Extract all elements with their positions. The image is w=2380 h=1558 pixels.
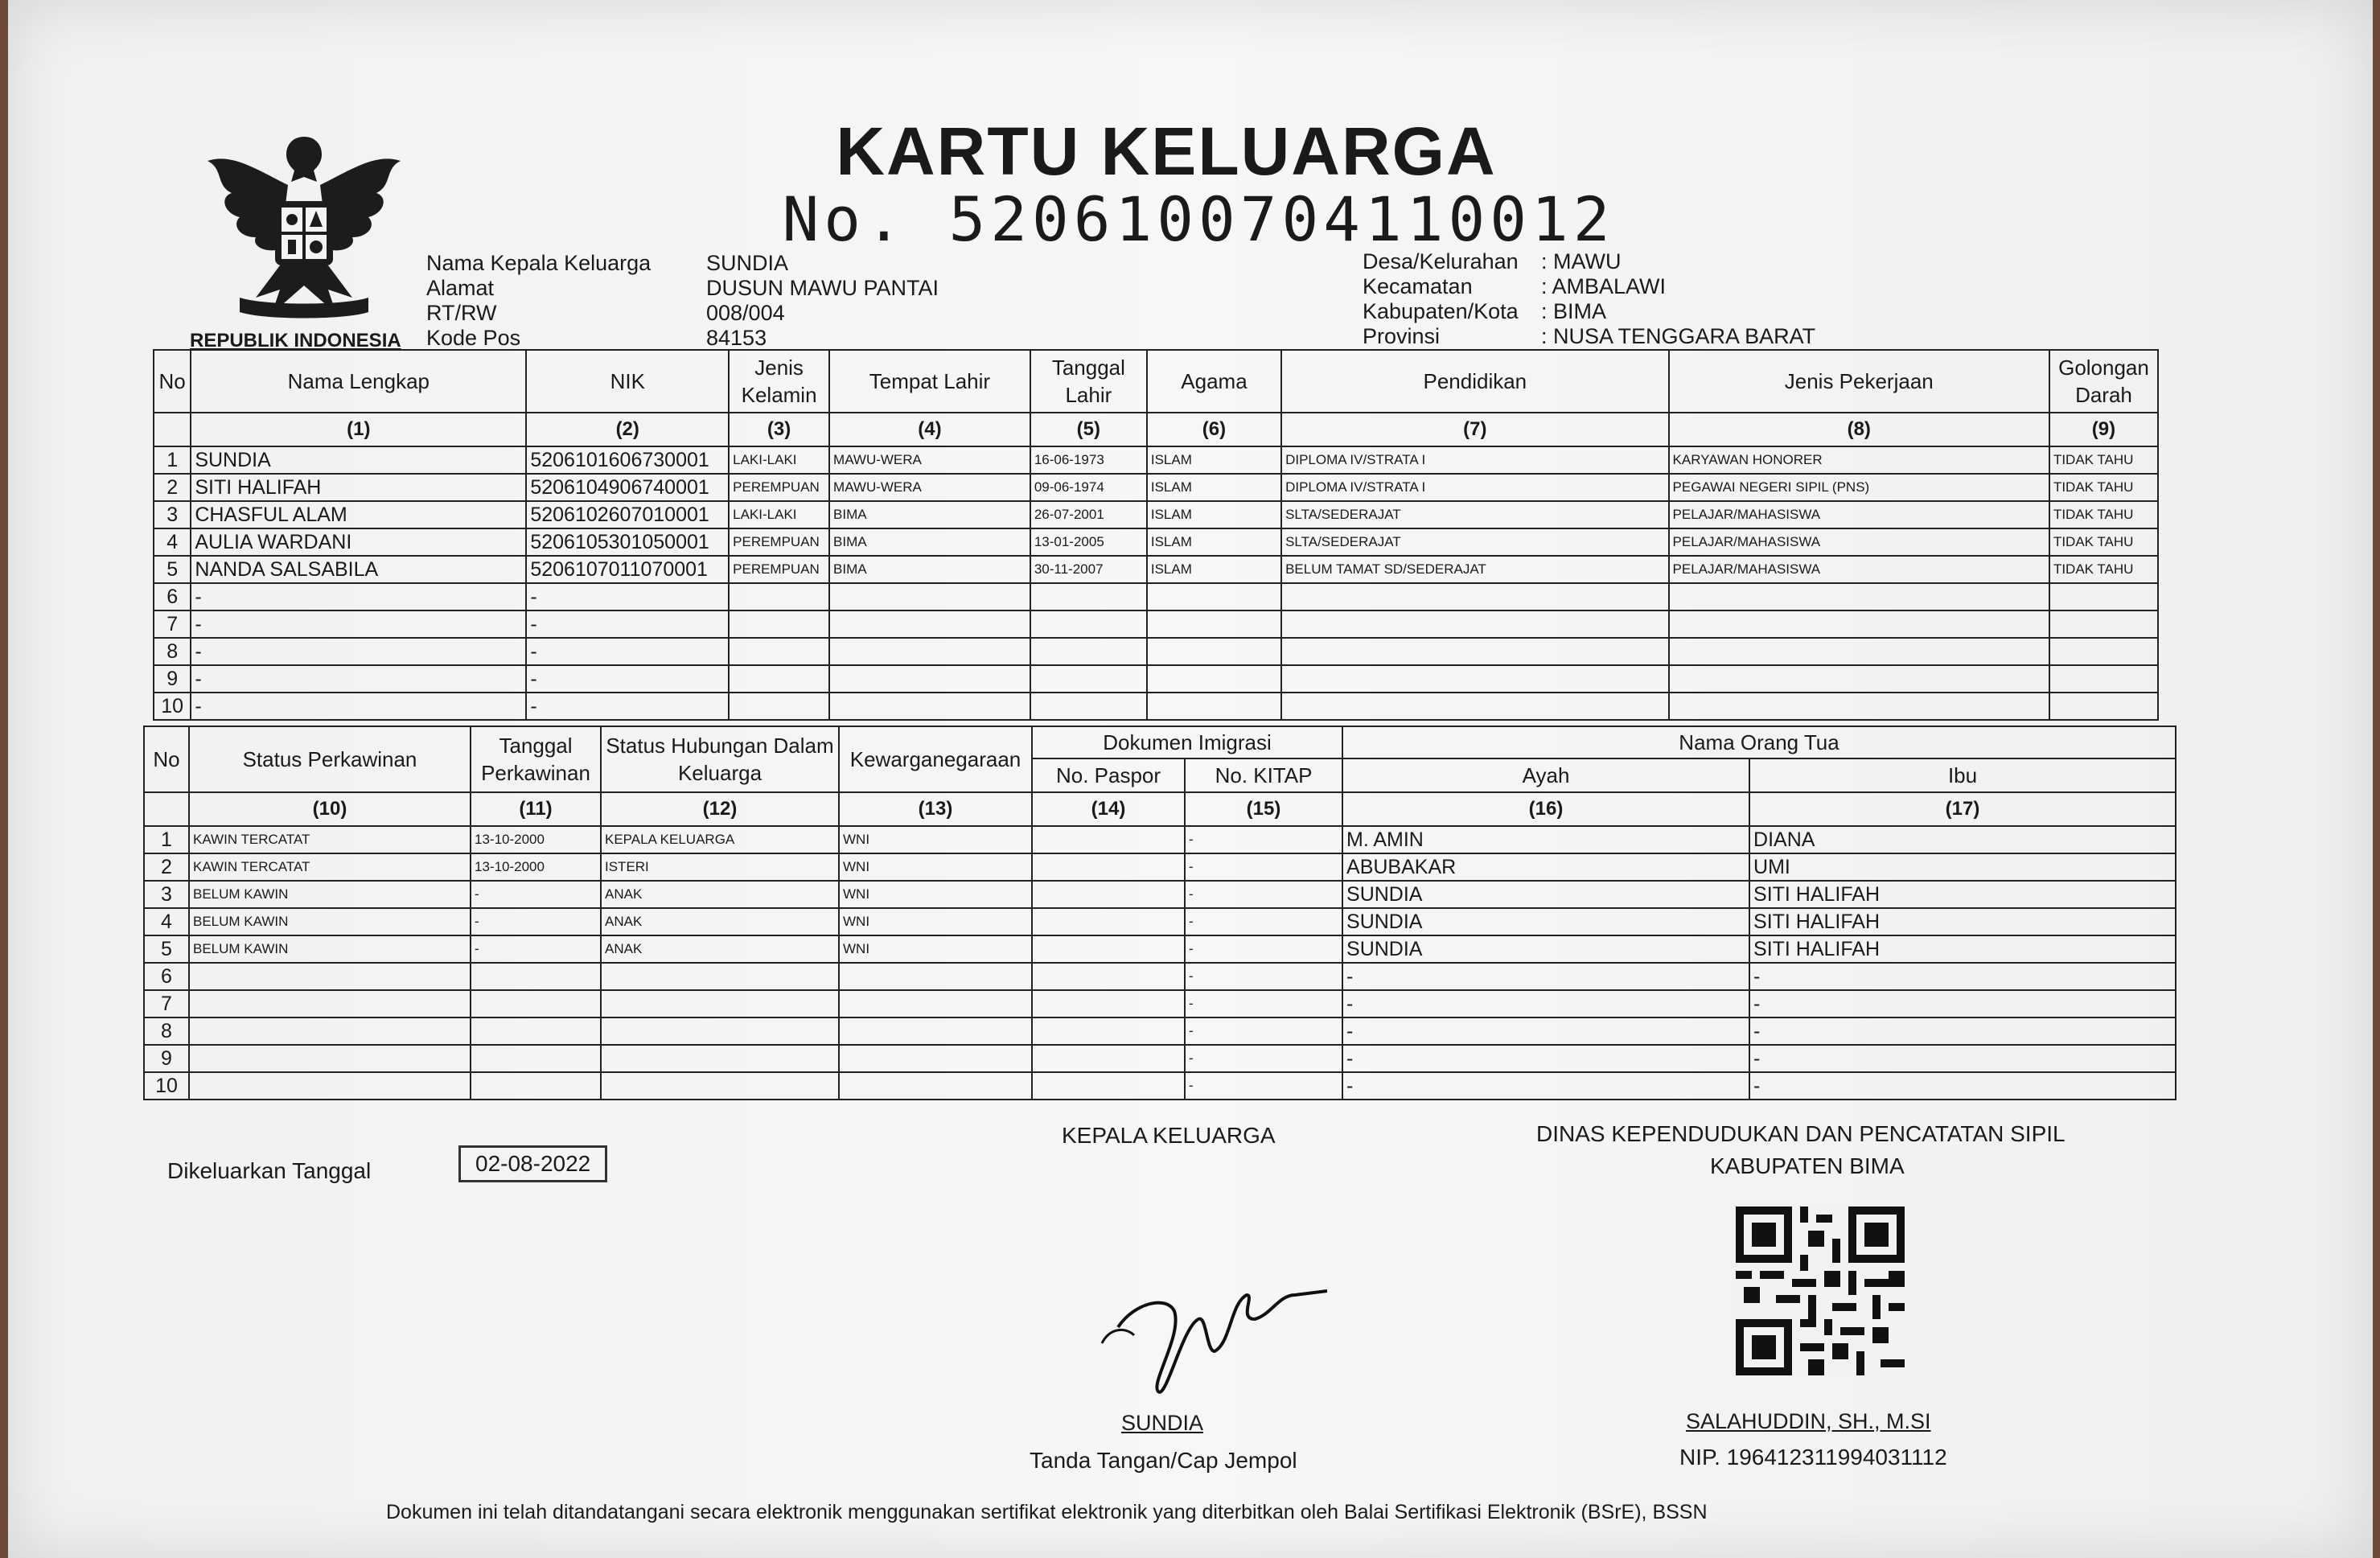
pendidikan-cell: SLTA/SEDERAJAT bbox=[1281, 501, 1668, 528]
header-label-provinsi: Provinsi bbox=[1363, 324, 1441, 348]
status-hubungan-cell bbox=[601, 1072, 839, 1100]
nama-ibu-cell: SITI HALIFAH bbox=[1749, 908, 2176, 935]
nama-lengkap-cell: - bbox=[191, 638, 526, 665]
tanggal-perkawinan-cell: - bbox=[471, 908, 601, 935]
kewarganegaraan-cell bbox=[839, 963, 1032, 990]
table-row bbox=[144, 990, 2176, 1017]
tanggal-perkawinan-cell: 13-10-2000 bbox=[471, 826, 601, 853]
nama-lengkap-cell: - bbox=[191, 665, 526, 693]
kewarganegaraan-cell: WNI bbox=[839, 881, 1032, 908]
tempat-lahir-cell: BIMA bbox=[829, 501, 1030, 528]
document-paper bbox=[8, 0, 2373, 1558]
colnum-14: (14) bbox=[1032, 792, 1185, 826]
colnum-1: (1) bbox=[191, 413, 526, 446]
table-row bbox=[154, 693, 2158, 720]
colnum-11: (11) bbox=[471, 792, 601, 826]
pekerjaan-cell bbox=[1669, 610, 2049, 638]
golongan-darah-cell bbox=[2049, 638, 2158, 665]
nama-ibu-cell: - bbox=[1749, 1017, 2176, 1045]
status-hubungan-cell bbox=[601, 963, 839, 990]
golongan-darah-cell bbox=[2049, 665, 2158, 693]
agama-cell: ISLAM bbox=[1147, 556, 1281, 583]
table-row bbox=[144, 881, 2176, 908]
nik-cell: - bbox=[526, 693, 729, 720]
emblem-caption: REPUBLIK INDONESIA bbox=[190, 330, 401, 351]
nama-ibu-cell: - bbox=[1749, 990, 2176, 1017]
row-no: 5 bbox=[154, 556, 191, 583]
golongan-darah-cell: TIDAK TAHU bbox=[2049, 446, 2158, 474]
nik-cell: 5206104906740001 bbox=[526, 474, 729, 501]
jenis-kelamin-cell: LAKI-LAKI bbox=[729, 501, 829, 528]
nama-ayah-cell: SUNDIA bbox=[1342, 881, 1749, 908]
tanggal-lahir-cell: 30-11-2007 bbox=[1030, 556, 1147, 583]
tempat-lahir-cell: MAWU-WERA bbox=[829, 474, 1030, 501]
row-no: 7 bbox=[144, 990, 189, 1017]
colnum-16: (16) bbox=[1342, 792, 1749, 826]
signature-image bbox=[1086, 1271, 1343, 1400]
status-hubungan-cell bbox=[601, 1017, 839, 1045]
pendidikan-cell bbox=[1281, 610, 1668, 638]
col-header-no: No bbox=[154, 350, 191, 413]
table-row bbox=[154, 665, 2158, 693]
nama-lengkap-cell: - bbox=[191, 583, 526, 610]
status-hubungan-cell bbox=[601, 990, 839, 1017]
no-paspor-cell bbox=[1032, 853, 1185, 881]
no-paspor-cell bbox=[1032, 881, 1185, 908]
no-paspor-cell bbox=[1032, 1017, 1185, 1045]
no-kitap-cell: - bbox=[1185, 881, 1342, 908]
agama-cell: ISLAM bbox=[1147, 474, 1281, 501]
colnum-4: (4) bbox=[829, 413, 1030, 446]
nama-ayah-cell: - bbox=[1342, 1072, 1749, 1100]
jenis-kelamin-cell: PEREMPUAN bbox=[729, 528, 829, 556]
table-row bbox=[154, 556, 2158, 583]
official-name: SALAHUDDIN, SH., M.SI bbox=[1686, 1409, 1931, 1433]
tanggal-lahir-cell bbox=[1030, 610, 1147, 638]
col-header-nama-orang-tua: Nama Orang Tua bbox=[1342, 726, 2176, 758]
status-hubungan-cell: ISTERI bbox=[601, 853, 839, 881]
garuda-emblem-icon bbox=[191, 121, 417, 338]
table-row bbox=[144, 1017, 2176, 1045]
no-kitap-cell: - bbox=[1185, 935, 1342, 963]
status-hubungan-cell: KEPALA KELUARGA bbox=[601, 826, 839, 853]
pendidikan-cell: SLTA/SEDERAJAT bbox=[1281, 528, 1668, 556]
tanggal-lahir-cell bbox=[1030, 665, 1147, 693]
tanggal-lahir-cell bbox=[1030, 583, 1147, 610]
header-label-rtrw: RT/RW bbox=[426, 301, 497, 325]
jenis-kelamin-cell bbox=[729, 665, 829, 693]
row-no: 9 bbox=[154, 665, 191, 693]
tempat-lahir-cell bbox=[829, 665, 1030, 693]
jenis-kelamin-cell bbox=[729, 638, 829, 665]
colnum-blank bbox=[154, 413, 191, 446]
no-kitap-cell: - bbox=[1185, 990, 1342, 1017]
pekerjaan-cell: PELAJAR/MAHASISWA bbox=[1669, 501, 2049, 528]
kewarganegaraan-cell: WNI bbox=[839, 908, 1032, 935]
table-row bbox=[144, 908, 2176, 935]
nama-lengkap-cell: SITI HALIFAH bbox=[191, 474, 526, 501]
col-header-no-kitap: No. KITAP bbox=[1185, 758, 1342, 792]
nik-cell: - bbox=[526, 638, 729, 665]
golongan-darah-cell: TIDAK TAHU bbox=[2049, 474, 2158, 501]
nama-ibu-cell: - bbox=[1749, 1045, 2176, 1072]
tanggal-perkawinan-cell bbox=[471, 963, 601, 990]
col-header-pendidikan: Pendidikan bbox=[1281, 350, 1668, 413]
status-hubungan-cell: ANAK bbox=[601, 935, 839, 963]
pekerjaan-cell bbox=[1669, 583, 2049, 610]
tempat-lahir-cell bbox=[829, 583, 1030, 610]
row-no: 3 bbox=[154, 501, 191, 528]
issued-date: 02-08-2022 bbox=[458, 1145, 607, 1182]
no-kitap-cell: - bbox=[1185, 908, 1342, 935]
colnum-blank-2 bbox=[144, 792, 189, 826]
kewarganegaraan-cell bbox=[839, 990, 1032, 1017]
nama-ibu-cell: DIANA bbox=[1749, 826, 2176, 853]
header-label-kecamatan: Kecamatan bbox=[1363, 274, 1473, 298]
family-status-table bbox=[143, 726, 2177, 1100]
nama-ayah-cell: M. AMIN bbox=[1342, 826, 1749, 853]
header-value-kecamatan: : AMBALAWI bbox=[1541, 274, 1667, 298]
status-perkawinan-cell bbox=[189, 1045, 471, 1072]
agama-cell: ISLAM bbox=[1147, 501, 1281, 528]
no-paspor-cell bbox=[1032, 963, 1185, 990]
row-no: 1 bbox=[154, 446, 191, 474]
status-perkawinan-cell: BELUM KAWIN bbox=[189, 908, 471, 935]
kewarganegaraan-cell: WNI bbox=[839, 826, 1032, 853]
col-header-golongan-darah: Golongan Darah bbox=[2049, 350, 2158, 413]
kewarganegaraan-cell bbox=[839, 1045, 1032, 1072]
header-label-desa: Desa/Kelurahan bbox=[1363, 249, 1519, 273]
jenis-kelamin-cell: PEREMPUAN bbox=[729, 556, 829, 583]
qr-code-icon bbox=[1736, 1207, 1905, 1375]
status-perkawinan-cell: BELUM KAWIN bbox=[189, 935, 471, 963]
dinas-line-2: KABUPATEN BIMA bbox=[1710, 1153, 1905, 1178]
agama-cell: ISLAM bbox=[1147, 528, 1281, 556]
table-row bbox=[144, 1045, 2176, 1072]
nik-cell: - bbox=[526, 583, 729, 610]
col-header-no-paspor: No. Paspor bbox=[1032, 758, 1185, 792]
nama-ayah-cell: SUNDIA bbox=[1342, 908, 1749, 935]
nama-ayah-cell: - bbox=[1342, 1017, 1749, 1045]
colnum-9: (9) bbox=[2049, 413, 2158, 446]
nama-ayah-cell: - bbox=[1342, 1045, 1749, 1072]
pendidikan-cell bbox=[1281, 665, 1668, 693]
row-no: 2 bbox=[144, 853, 189, 881]
nik-cell: 5206107011070001 bbox=[526, 556, 729, 583]
table-row bbox=[154, 610, 2158, 638]
row-no: 8 bbox=[144, 1017, 189, 1045]
tempat-lahir-cell: BIMA bbox=[829, 556, 1030, 583]
agama-cell bbox=[1147, 665, 1281, 693]
nama-lengkap-cell: CHASFUL ALAM bbox=[191, 501, 526, 528]
family-members-body bbox=[154, 446, 2158, 720]
electronic-signature-disclaimer: Dokumen ini telah ditandatangani secara elektronik menggunakan sertifikat elektronik yang diterbitkan oleh Balai Sertifikasi Elektronik (BSrE), BSSN bbox=[386, 1501, 1708, 1523]
pendidikan-cell bbox=[1281, 638, 1668, 665]
row-no: 7 bbox=[154, 610, 191, 638]
header-label-kodepos: Kode Pos bbox=[426, 326, 521, 350]
row-no: 6 bbox=[154, 583, 191, 610]
no-paspor-cell bbox=[1032, 908, 1185, 935]
nik-cell: - bbox=[526, 665, 729, 693]
nama-ayah-cell: ABUBAKAR bbox=[1342, 853, 1749, 881]
tanggal-perkawinan-cell bbox=[471, 990, 601, 1017]
col-header-status-hubungan: Status Hubungan Dalam Keluarga bbox=[601, 726, 839, 792]
status-hubungan-cell: ANAK bbox=[601, 881, 839, 908]
pekerjaan-cell: PELAJAR/MAHASISWA bbox=[1669, 556, 2049, 583]
pekerjaan-cell bbox=[1669, 665, 2049, 693]
status-hubungan-cell bbox=[601, 1045, 839, 1072]
col-header-tanggal-lahir: Tanggal Lahir bbox=[1030, 350, 1147, 413]
col-header-ayah: Ayah bbox=[1342, 758, 1749, 792]
nama-ibu-cell: - bbox=[1749, 1072, 2176, 1100]
pendidikan-cell: DIPLOMA IV/STRATA I bbox=[1281, 446, 1668, 474]
status-perkawinan-cell: BELUM KAWIN bbox=[189, 881, 471, 908]
row-no: 4 bbox=[154, 528, 191, 556]
col-header-agama: Agama bbox=[1147, 350, 1281, 413]
header-value-desa: : MAWU bbox=[1541, 249, 1622, 273]
pekerjaan-cell bbox=[1669, 693, 2049, 720]
tanggal-perkawinan-cell: - bbox=[471, 935, 601, 963]
agama-cell: ISLAM bbox=[1147, 446, 1281, 474]
colnum-3: (3) bbox=[729, 413, 829, 446]
no-kitap-cell: - bbox=[1185, 1045, 1342, 1072]
table-row bbox=[144, 1072, 2176, 1100]
colnum-17: (17) bbox=[1749, 792, 2176, 826]
col-header-tempat-lahir: Tempat Lahir bbox=[829, 350, 1030, 413]
header-label-kepala: Nama Kepala Keluarga bbox=[426, 251, 652, 275]
col-header-nama: Nama Lengkap bbox=[191, 350, 526, 413]
row-no: 8 bbox=[154, 638, 191, 665]
no-paspor-cell bbox=[1032, 1045, 1185, 1072]
col-header-no-2: No bbox=[144, 726, 189, 792]
colnum-2: (2) bbox=[526, 413, 729, 446]
pekerjaan-cell: KARYAWAN HONORER bbox=[1669, 446, 2049, 474]
tempat-lahir-cell bbox=[829, 610, 1030, 638]
colnum-7: (7) bbox=[1281, 413, 1668, 446]
tanggal-perkawinan-cell: 13-10-2000 bbox=[471, 853, 601, 881]
table-row bbox=[144, 963, 2176, 990]
col-header-status-perkawinan: Status Perkawinan bbox=[189, 726, 471, 792]
col-header-jenis-kelamin: Jenis Kelamin bbox=[729, 350, 829, 413]
row-no: 6 bbox=[144, 963, 189, 990]
tanggal-perkawinan-cell bbox=[471, 1072, 601, 1100]
row-no: 10 bbox=[144, 1072, 189, 1100]
row-no: 1 bbox=[144, 826, 189, 853]
pendidikan-cell bbox=[1281, 693, 1668, 720]
agama-cell bbox=[1147, 638, 1281, 665]
tempat-lahir-cell: MAWU-WERA bbox=[829, 446, 1030, 474]
kepala-keluarga-name: SUNDIA bbox=[1121, 1411, 1204, 1435]
kewarganegaraan-cell bbox=[839, 1017, 1032, 1045]
colnum-8: (8) bbox=[1669, 413, 2049, 446]
jenis-kelamin-cell: LAKI-LAKI bbox=[729, 446, 829, 474]
tanggal-lahir-cell: 13-01-2005 bbox=[1030, 528, 1147, 556]
no-paspor-cell bbox=[1032, 935, 1185, 963]
no-kitap-cell: - bbox=[1185, 1072, 1342, 1100]
no-kitap-cell: - bbox=[1185, 853, 1342, 881]
status-perkawinan-cell bbox=[189, 990, 471, 1017]
pekerjaan-cell: PELAJAR/MAHASISWA bbox=[1669, 528, 2049, 556]
golongan-darah-cell bbox=[2049, 693, 2158, 720]
nama-lengkap-cell: SUNDIA bbox=[191, 446, 526, 474]
table-row bbox=[154, 446, 2158, 474]
row-no: 2 bbox=[154, 474, 191, 501]
colnum-5: (5) bbox=[1030, 413, 1147, 446]
col-header-ibu: Ibu bbox=[1749, 758, 2176, 792]
table-row bbox=[144, 853, 2176, 881]
no-paspor-cell bbox=[1032, 1072, 1185, 1100]
table-row bbox=[154, 501, 2158, 528]
status-perkawinan-cell bbox=[189, 1017, 471, 1045]
nama-ibu-cell: SITI HALIFAH bbox=[1749, 935, 2176, 963]
colnum-15: (15) bbox=[1185, 792, 1342, 826]
nama-ayah-cell: SUNDIA bbox=[1342, 935, 1749, 963]
table-row bbox=[144, 826, 2176, 853]
tempat-lahir-cell: BIMA bbox=[829, 528, 1030, 556]
golongan-darah-cell: TIDAK TAHU bbox=[2049, 501, 2158, 528]
tanggal-perkawinan-cell bbox=[471, 1017, 601, 1045]
issued-label: Dikeluarkan Tanggal bbox=[167, 1158, 372, 1183]
no-kitap-cell: - bbox=[1185, 1017, 1342, 1045]
nama-ibu-cell: SITI HALIFAH bbox=[1749, 881, 2176, 908]
tanggal-perkawinan-cell: - bbox=[471, 881, 601, 908]
nama-ibu-cell: UMI bbox=[1749, 853, 2176, 881]
pendidikan-cell bbox=[1281, 583, 1668, 610]
tanggal-lahir-cell bbox=[1030, 638, 1147, 665]
kewarganegaraan-cell: WNI bbox=[839, 935, 1032, 963]
header-value-kepala: SUNDIA bbox=[706, 251, 789, 275]
no-kitap-cell: - bbox=[1185, 963, 1342, 990]
col-header-kewarganegaraan: Kewarganegaraan bbox=[839, 726, 1032, 792]
tanggal-lahir-cell: 09-06-1974 bbox=[1030, 474, 1147, 501]
nama-lengkap-cell: AULIA WARDANI bbox=[191, 528, 526, 556]
tanggal-lahir-cell bbox=[1030, 693, 1147, 720]
pendidikan-cell: DIPLOMA IV/STRATA I bbox=[1281, 474, 1668, 501]
nik-cell: 5206102607010001 bbox=[526, 501, 729, 528]
table-row bbox=[154, 583, 2158, 610]
tanggal-lahir-cell: 26-07-2001 bbox=[1030, 501, 1147, 528]
table-row bbox=[154, 474, 2158, 501]
table-row bbox=[154, 528, 2158, 556]
col-header-tanggal-perkawinan: Tanggal Perkawinan bbox=[471, 726, 601, 792]
tanggal-lahir-cell: 16-06-1973 bbox=[1030, 446, 1147, 474]
kewarganegaraan-cell: WNI bbox=[839, 853, 1032, 881]
agama-cell bbox=[1147, 693, 1281, 720]
status-perkawinan-cell bbox=[189, 963, 471, 990]
nama-ayah-cell: - bbox=[1342, 963, 1749, 990]
kepala-keluarga-caption: Tanda Tangan/Cap Jempol bbox=[1030, 1448, 1297, 1473]
col-header-pekerjaan: Jenis Pekerjaan bbox=[1669, 350, 2049, 413]
header-value-kodepos: 84153 bbox=[706, 326, 767, 350]
jenis-kelamin-cell: PEREMPUAN bbox=[729, 474, 829, 501]
nik-cell: 5206101606730001 bbox=[526, 446, 729, 474]
document-number: No. 5206100704110012 bbox=[782, 183, 1615, 255]
row-no: 5 bbox=[144, 935, 189, 963]
header-label-alamat: Alamat bbox=[426, 276, 495, 300]
nama-ayah-cell: - bbox=[1342, 990, 1749, 1017]
table-row bbox=[144, 935, 2176, 963]
status-perkawinan-cell: KAWIN TERCATAT bbox=[189, 853, 471, 881]
header-label-kabupaten: Kabupaten/Kota bbox=[1363, 299, 1519, 323]
nama-lengkap-cell: NANDA SALSABILA bbox=[191, 556, 526, 583]
row-no: 9 bbox=[144, 1045, 189, 1072]
jenis-kelamin-cell bbox=[729, 610, 829, 638]
nama-lengkap-cell: - bbox=[191, 693, 526, 720]
colnum-13: (13) bbox=[839, 792, 1032, 826]
status-perkawinan-cell: KAWIN TERCATAT bbox=[189, 826, 471, 853]
agama-cell bbox=[1147, 583, 1281, 610]
nama-lengkap-cell: - bbox=[191, 610, 526, 638]
tempat-lahir-cell bbox=[829, 638, 1030, 665]
no-kitap-cell: - bbox=[1185, 826, 1342, 853]
kewarganegaraan-cell bbox=[839, 1072, 1032, 1100]
jenis-kelamin-cell bbox=[729, 693, 829, 720]
nik-cell: - bbox=[526, 610, 729, 638]
golongan-darah-cell: TIDAK TAHU bbox=[2049, 528, 2158, 556]
golongan-darah-cell bbox=[2049, 610, 2158, 638]
pekerjaan-cell: PEGAWAI NEGERI SIPIL (PNS) bbox=[1669, 474, 2049, 501]
header-value-provinsi: : NUSA TENGGARA BARAT bbox=[1541, 324, 1816, 348]
golongan-darah-cell: TIDAK TAHU bbox=[2049, 556, 2158, 583]
status-perkawinan-cell bbox=[189, 1072, 471, 1100]
family-status-body bbox=[144, 826, 2176, 1100]
colnum-12: (12) bbox=[601, 792, 839, 826]
header-value-rtrw: 008/004 bbox=[706, 301, 785, 325]
row-no: 10 bbox=[154, 693, 191, 720]
table-row bbox=[154, 638, 2158, 665]
document-title: KARTU KELUARGA bbox=[836, 113, 1497, 189]
kepala-keluarga-label: KEPALA KELUARGA bbox=[1062, 1123, 1276, 1148]
official-nip: NIP. 196412311994031112 bbox=[1679, 1445, 1947, 1470]
row-no: 4 bbox=[144, 908, 189, 935]
col-header-dokumen-imigrasi: Dokumen Imigrasi bbox=[1032, 726, 1342, 758]
col-header-nik: NIK bbox=[526, 350, 729, 413]
header-value-alamat: DUSUN MAWU PANTAI bbox=[706, 276, 939, 300]
no-paspor-cell bbox=[1032, 990, 1185, 1017]
tanggal-perkawinan-cell bbox=[471, 1045, 601, 1072]
family-members-table bbox=[153, 349, 2159, 721]
no-paspor-cell bbox=[1032, 826, 1185, 853]
nik-cell: 5206105301050001 bbox=[526, 528, 729, 556]
colnum-6: (6) bbox=[1147, 413, 1281, 446]
agama-cell bbox=[1147, 610, 1281, 638]
nama-ibu-cell: - bbox=[1749, 963, 2176, 990]
dinas-line-1: DINAS KEPENDUDUKAN DAN PENCATATAN SIPIL bbox=[1536, 1121, 2066, 1146]
tempat-lahir-cell bbox=[829, 693, 1030, 720]
jenis-kelamin-cell bbox=[729, 583, 829, 610]
status-hubungan-cell: ANAK bbox=[601, 908, 839, 935]
row-no: 3 bbox=[144, 881, 189, 908]
header-value-kabupaten: : BIMA bbox=[1541, 299, 1607, 323]
pendidikan-cell: BELUM TAMAT SD/SEDERAJAT bbox=[1281, 556, 1668, 583]
pekerjaan-cell bbox=[1669, 638, 2049, 665]
colnum-10: (10) bbox=[189, 792, 471, 826]
golongan-darah-cell bbox=[2049, 583, 2158, 610]
